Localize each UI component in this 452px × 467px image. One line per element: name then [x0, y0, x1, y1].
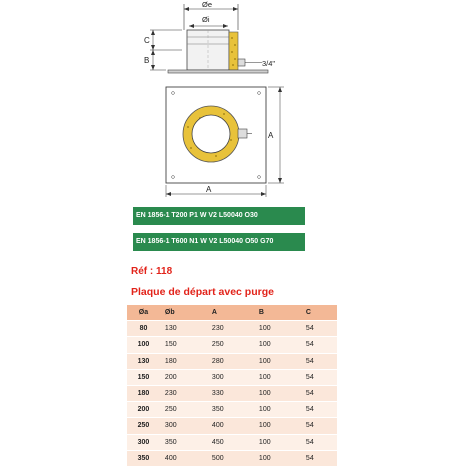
cell-b: 100	[254, 450, 301, 466]
cell-a: 450	[207, 434, 254, 450]
table-row	[127, 418, 337, 434]
dimensions-table	[127, 305, 337, 467]
cell-c: 54	[301, 434, 337, 450]
norm-bar-2: EN 1856-1 T600 N1 W V2 L50040 O50 G70	[133, 233, 305, 251]
cell-c: 54	[301, 402, 337, 418]
cell-b: 100	[254, 434, 301, 450]
header-b: B	[254, 305, 301, 321]
cell-ob: 200	[160, 369, 207, 385]
table-row	[127, 450, 337, 466]
c-label: C	[144, 36, 150, 45]
table-header-row	[127, 305, 337, 321]
cell-oa: 180	[127, 385, 160, 401]
product-title: Plaque de départ avec purge	[131, 286, 274, 298]
cell-b: 100	[254, 402, 301, 418]
cell-ob: 400	[160, 450, 207, 466]
cell-c: 54	[301, 337, 337, 353]
product-reference: Réf : 118	[131, 266, 173, 277]
thread-label: 3/4"	[262, 59, 276, 68]
b-label: B	[144, 56, 150, 65]
cell-a: 350	[207, 402, 254, 418]
cell-c: 54	[301, 353, 337, 369]
cell-oa: 200	[127, 402, 160, 418]
cell-oa: 150	[127, 369, 160, 385]
a-bottom-label: A	[206, 185, 212, 194]
cell-b: 100	[254, 418, 301, 434]
cell-a: 250	[207, 337, 254, 353]
norm-bar-1: EN 1856-1 T200 P1 W V2 L50040 O30	[133, 207, 305, 225]
cell-ob: 180	[160, 353, 207, 369]
cell-oa: 80	[127, 321, 160, 337]
table-row	[127, 385, 337, 401]
cell-oa: 100	[127, 337, 160, 353]
cell-a: 400	[207, 418, 254, 434]
cell-b: 100	[254, 353, 301, 369]
cell-a: 500	[207, 450, 254, 466]
cell-b: 100	[254, 321, 301, 337]
table-row	[127, 434, 337, 450]
header-ob: Øb	[160, 305, 207, 321]
cell-c: 54	[301, 418, 337, 434]
technical-drawing	[0, 0, 452, 200]
table-row	[127, 321, 337, 337]
oe-label: Øe	[202, 0, 213, 9]
top-view	[166, 87, 284, 197]
cell-b: 100	[254, 369, 301, 385]
side-view	[144, 0, 275, 73]
cell-c: 54	[301, 321, 337, 337]
cell-ob: 150	[160, 337, 207, 353]
table-row	[127, 337, 337, 353]
cell-a: 330	[207, 385, 254, 401]
cell-b: 100	[254, 337, 301, 353]
cell-oa: 250	[127, 418, 160, 434]
cell-oa: 300	[127, 434, 160, 450]
cell-c: 54	[301, 450, 337, 466]
cell-c: 54	[301, 369, 337, 385]
table-row	[127, 369, 337, 385]
cell-b: 100	[254, 385, 301, 401]
table-row	[127, 353, 337, 369]
cell-oa: 130	[127, 353, 160, 369]
table-row	[127, 402, 337, 418]
oi-label: Øi	[202, 15, 210, 24]
cell-a: 300	[207, 369, 254, 385]
a-right-label: A	[268, 131, 274, 140]
header-c: C	[301, 305, 337, 321]
cell-a: 230	[207, 321, 254, 337]
header-a: A	[207, 305, 254, 321]
cell-ob: 300	[160, 418, 207, 434]
cell-ob: 250	[160, 402, 207, 418]
cell-ob: 230	[160, 385, 207, 401]
cell-ob: 130	[160, 321, 207, 337]
cell-ob: 350	[160, 434, 207, 450]
cell-a: 280	[207, 353, 254, 369]
header-oa: Øa	[127, 305, 160, 321]
cell-c: 54	[301, 385, 337, 401]
cell-oa: 350	[127, 450, 160, 466]
